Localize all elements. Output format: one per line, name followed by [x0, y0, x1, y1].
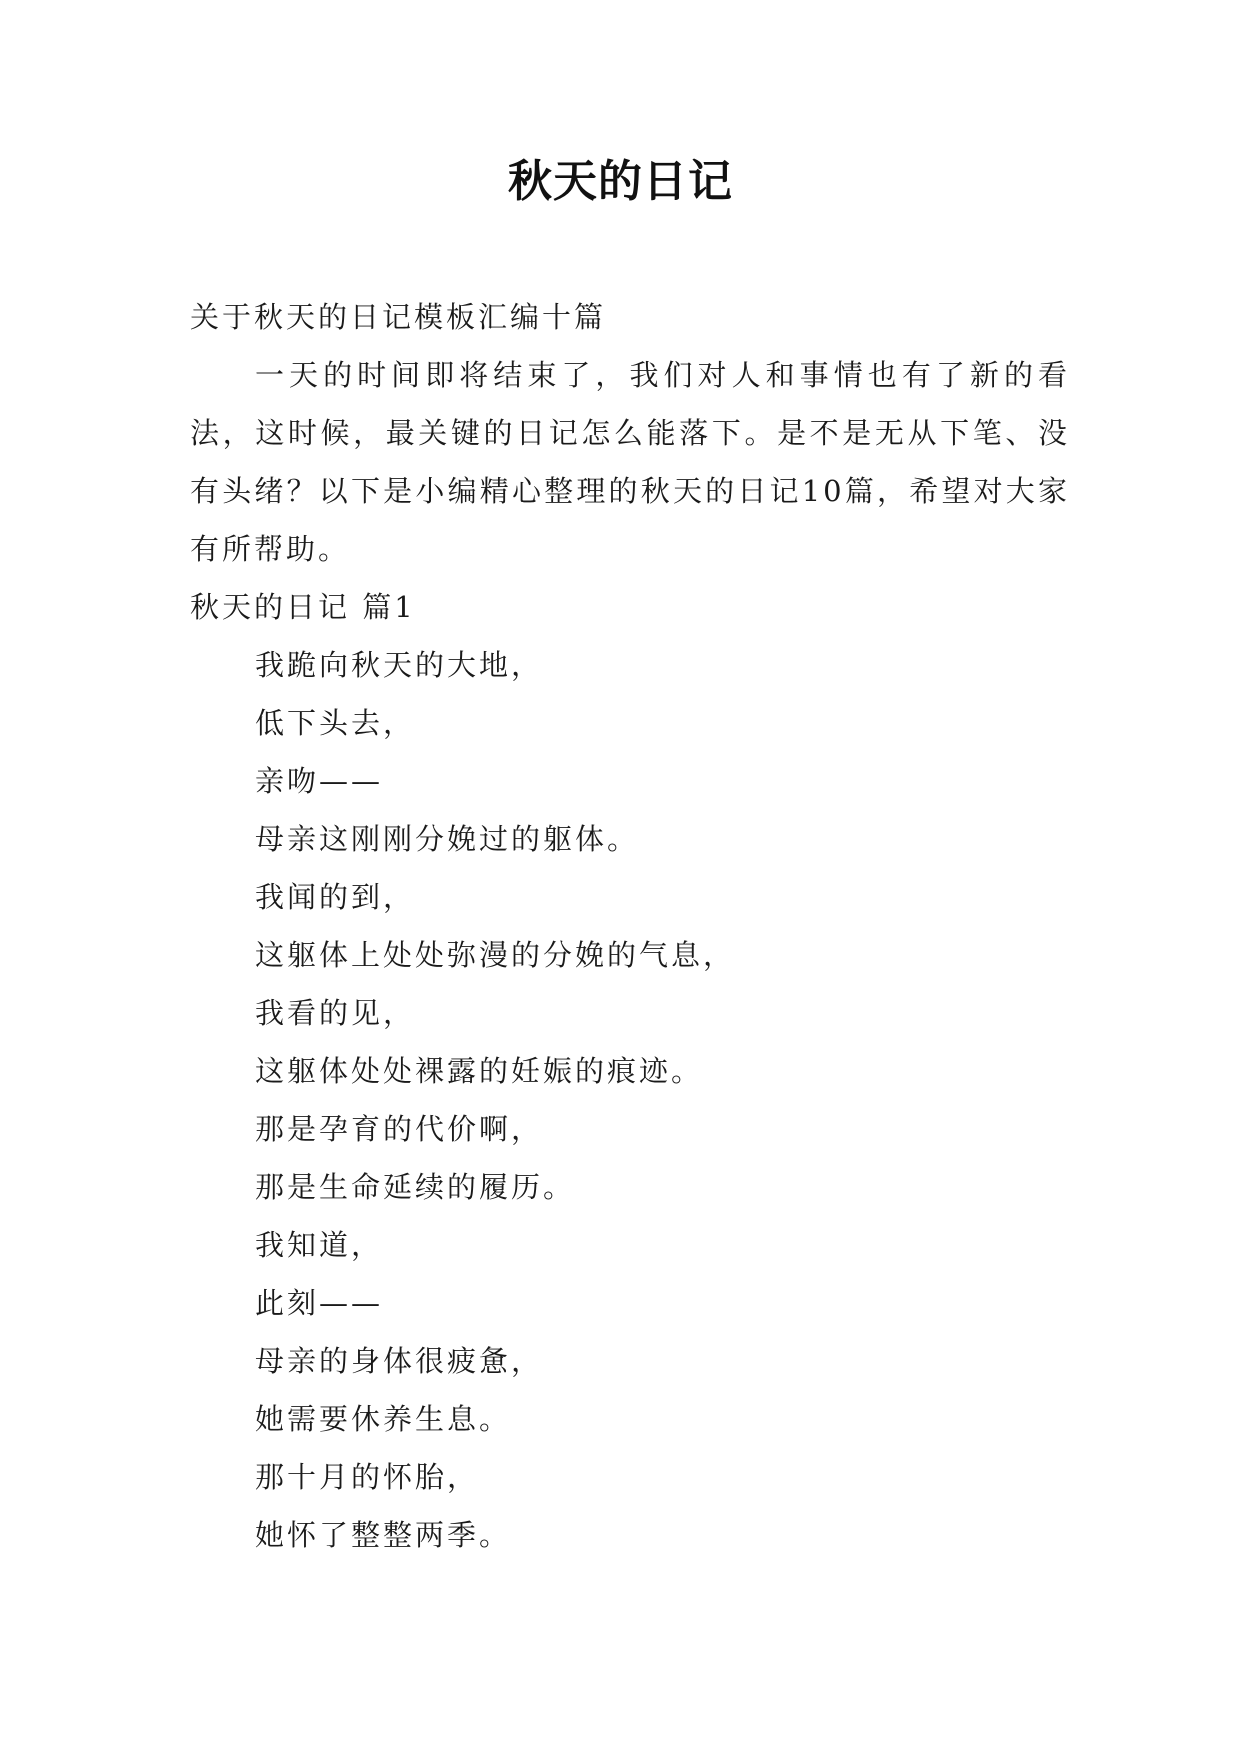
poem-line: 亲吻——	[255, 764, 384, 798]
intro-paragraph: 一天的时间即将结束了，我们对人和事情也有了新的看法，这时候，最关键的日记怎么能落下。是不是无从下笔、没有头绪？以下是小编精心整理的秋天的日记10篇，希望对大家有所帮助。	[190, 358, 1070, 566]
poem-line: 我知道，	[255, 1228, 384, 1262]
poem-line: 此刻——	[255, 1286, 384, 1320]
section-heading: 秋天的日记 篇1	[190, 590, 416, 624]
poem-line: 这躯体处处裸露的妊娠的痕迹。	[255, 1054, 704, 1088]
poem-line: 我看的见，	[255, 996, 416, 1030]
poem-line: 母亲的身体很疲惫，	[255, 1344, 544, 1378]
poem-line: 她需要休养生息。	[255, 1402, 512, 1436]
poem-line: 这躯体上处处弥漫的分娩的气息，	[255, 938, 736, 972]
poem-line: 低下头去，	[255, 706, 416, 740]
subtitle: 关于秋天的日记模板汇编十篇	[190, 300, 607, 334]
poem-line: 她怀了整整两季。	[255, 1518, 512, 1552]
poem-line: 那十月的怀胎，	[255, 1460, 480, 1494]
poem-line: 我闻的到，	[255, 880, 416, 914]
poem-line: 那是孕育的代价啊，	[255, 1112, 544, 1146]
poem-line: 我跪向秋天的大地，	[255, 648, 544, 682]
poem-line: 那是生命延续的履历。	[255, 1170, 576, 1204]
document-title: 秋天的日记	[508, 156, 733, 207]
document-body	[190, 288, 1070, 1564]
poem-line: 母亲这刚刚分娩过的躯体。	[255, 822, 640, 856]
